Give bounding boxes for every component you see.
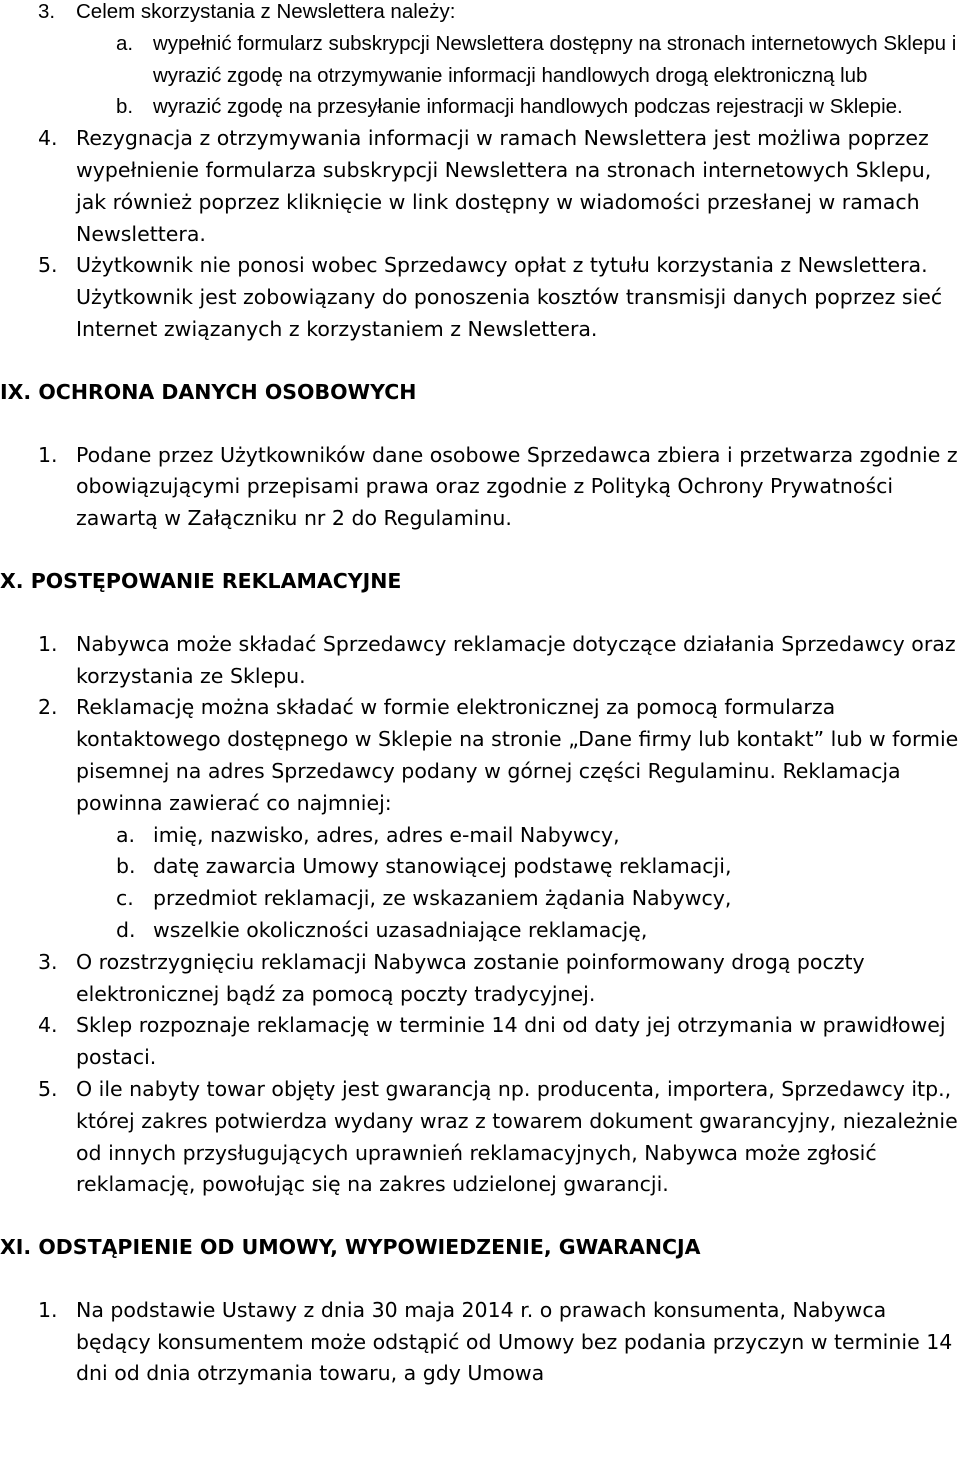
sub-list-item-text: imię, nazwisko, adres, adres e-mail Nabywcy,: [153, 822, 620, 847]
sub-list-item: [0, 91, 960, 123]
sub-list-item-text: wszelkie okoliczności uzasadniające reklamację,: [153, 917, 648, 942]
list-item: [0, 123, 960, 250]
list-number: 3.: [38, 0, 56, 23]
list-item-text: Użytkownik nie ponosi wobec Sprzedawcy opłat z tytułu korzystania z Newslettera. Użytkownik jest zobowiązany do ponoszenia kosztów transmisji danych poprzez sieć Internet związanych z korzystaniem z Newslettera.: [76, 253, 943, 341]
list-number: 3.: [38, 949, 58, 974]
sub-list-item: [0, 915, 960, 947]
sub-list-letter: a.: [116, 31, 134, 55]
list-number: 5.: [38, 1076, 58, 1101]
sub-list-item: [0, 28, 960, 92]
sub-list-letter: b.: [116, 854, 136, 879]
spacer: [0, 598, 960, 629]
list-item-text: Podane przez Użytkowników dane osobowe Sprzedawca zbiera i przetwarza zgodnie z obowiązującymi przepisami prawa oraz zgodnie z Polityką Ochrony Prywatności zawartą w Załączniku nr 2 do Regulaminu.: [76, 442, 958, 531]
list-item-text: O ile nabyty towar objęty jest gwarancją np. producenta, importera, Sprzedawcy itp., której zakres potwierdza wydany wraz z towarem dokument gwarancyjny, niezależnie od innych przysługujących uprawnień reklamacyjnych, Nabywca może zgłosić reklamację, powołując się na zakres udzielonej gwarancji.: [76, 1076, 958, 1197]
list-item: [0, 1295, 960, 1390]
sub-list-item: [0, 851, 960, 883]
sub-list-letter: c.: [116, 886, 134, 911]
spacer: [0, 409, 960, 440]
section-heading: XI. ODSTĄPIENIE OD UMOWY, WYPOWIEDZENIE, GWARANCJA: [0, 1235, 701, 1260]
list-item: [0, 692, 960, 819]
list-number: 2.: [38, 695, 58, 720]
spacer: [0, 346, 960, 377]
list-item-text: Rezygnacja z otrzymywania informacji w ramach Newslettera jest możliwa poprzez wypełnienie formularza subskrypcji Newslettera na stronach internetowych Sklepu, jak również poprzez kliknięcie w link dostępny w wiadomości przesłanej w ramach Newslettera.: [76, 126, 932, 246]
list-item: [0, 1010, 960, 1074]
list-item-text: Na podstawie Ustawy z dnia 30 maja 2014 r. o prawach konsumenta, Nabywca będący konsumentem może odstąpić od Umowy bez podania przyczyn w terminie 14 dni od dnia otrzymania towaru, a gdy Umowa: [76, 1297, 953, 1386]
sub-list-letter: d.: [116, 917, 136, 942]
list-item-text: Sklep rozpoznaje reklamację w terminie 14 dni od daty jej otrzymania w prawidłowej postaci.: [76, 1013, 946, 1070]
sub-list-item-text: datę zawarcia Umowy stanowiącej podstawę reklamacji,: [153, 854, 732, 879]
list-number: 4.: [38, 126, 58, 151]
list-item: [0, 629, 960, 693]
list-item-text: Celem skorzystania z Newslettera należy:: [76, 0, 456, 23]
sub-list-item-text: wypełnić formularz subskrypcji Newslettera dostępny na stronach internetowych Sklepu i wyrazić zgodę na otrzymywanie informacji handlowych drogą elektroniczną lub: [153, 31, 957, 87]
list-item: [0, 440, 960, 535]
list-item-text: O rozstrzygnięciu reklamacji Nabywca zostanie poinformowany drogą poczty elektronicznej bądź za pomocą poczty tradycyjnej.: [76, 949, 865, 1006]
list-number: 1.: [38, 631, 58, 656]
list-number: 4.: [38, 1013, 58, 1038]
sub-list-item-text: wyrazić zgodę na przesyłanie informacji handlowych podczas rejestracji w Sklepie.: [153, 95, 903, 119]
list-item: [0, 947, 960, 1011]
sub-list-letter: b.: [116, 95, 134, 119]
list-number: 5.: [38, 253, 58, 278]
sub-list-item-text: przedmiot reklamacji, ze wskazaniem żądania Nabywcy,: [153, 886, 732, 911]
list-item-text: Reklamację można składać w formie elektronicznej za pomocą formularza kontaktowego dostępnego w Sklepie na stronie „Dane firmy lub kontakt” lub w formie pisemnej na adres Sprzedawcy podany w górnej części Regulaminu. Reklamacja powinna zawierać co najmniej:: [76, 695, 959, 815]
sub-list-item: [0, 883, 960, 915]
sub-list-letter: a.: [116, 822, 136, 847]
list-number: 1.: [38, 1297, 58, 1322]
list-item: [0, 1074, 960, 1201]
list-item: [0, 0, 960, 28]
list-item-text: Nabywca może składać Sprzedawcy reklamacje dotyczące działania Sprzedawcy oraz korzystania ze Sklepu.: [76, 631, 956, 688]
section-heading: IX. OCHRONA DANYCH OSOBOWYCH: [0, 379, 417, 404]
sub-list-item: [0, 820, 960, 852]
spacer: [0, 1264, 960, 1295]
list-item: [0, 250, 960, 345]
list-number: 1.: [38, 442, 58, 467]
spacer: [0, 535, 960, 566]
spacer: [0, 1201, 960, 1232]
section-heading: X. POSTĘPOWANIE REKLAMACYJNE: [0, 568, 402, 593]
